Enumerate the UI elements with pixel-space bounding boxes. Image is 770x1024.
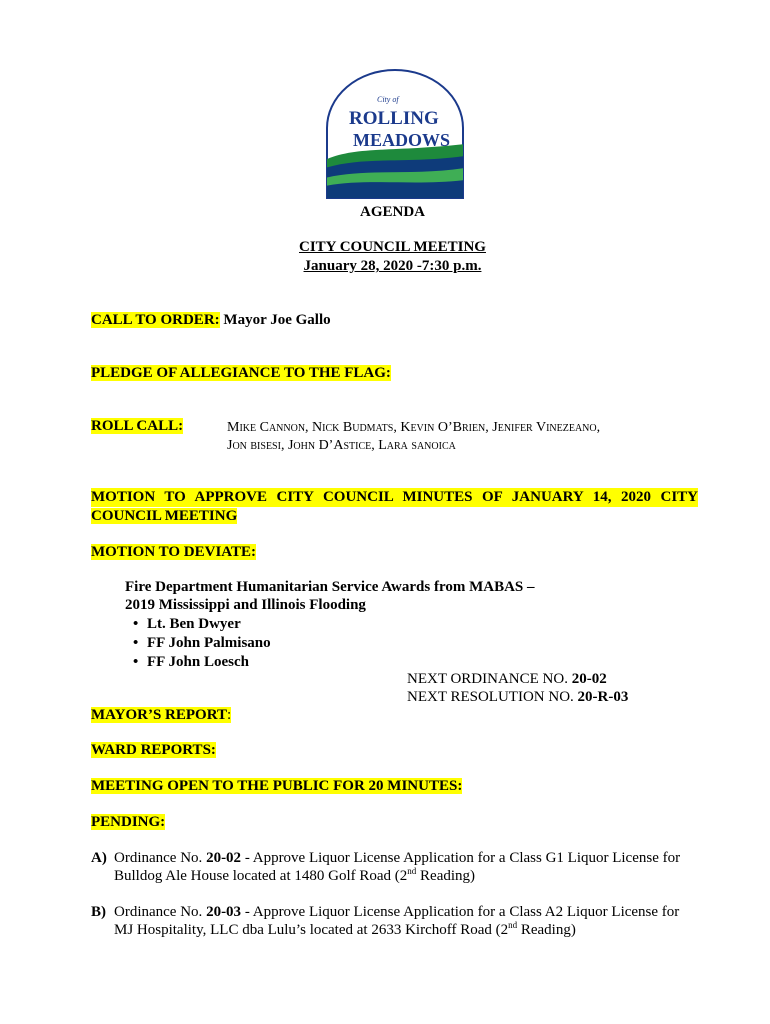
ward-reports [91,741,216,760]
item-text: MJ Hospitality, LLC dba Lulu’s located at 2633 Kirchoff Road (2 [114,922,509,938]
honoree-name: FF John Loesch [147,654,249,670]
item-letter: B) [91,904,106,920]
item-text: Bulldog Ale House located at 1480 Golf Road (2 [114,868,408,884]
item-number: 20-02 [206,850,242,866]
item-prefix: Ordinance No. [114,904,207,920]
list-item [133,615,271,634]
list-item [133,634,271,653]
pending-item-b-line1 [114,903,679,922]
mayors-report-colon: : [227,707,232,723]
pledge-label: PLEDGE OF ALLEGIANCE TO THE FLAG: [91,365,391,381]
pending-item-a [91,849,107,868]
roll-call-names-2: Jon bisesi, John D’Astice, Lara sanoica [227,438,456,453]
svg-text:ROLLING: ROLLING [349,108,439,129]
ward-reports-label: WARD REPORTS: [91,742,216,758]
mayors-report [91,706,231,725]
next-resolution-label: NEXT RESOLUTION NO. [407,689,578,705]
public-comment-label: MEETING OPEN TO THE PUBLIC FOR 20 MINUTES: [91,778,463,794]
bullet-icon: • [133,616,139,632]
mayors-report-label: MAYOR’S REPORT [91,707,228,723]
next-ordinance-label: NEXT ORDINANCE NO. [407,671,572,687]
pending-label: PENDING: [91,814,166,830]
next-resolution-value: 20-R-03 [577,689,629,705]
meeting-title: CITY COUNCIL MEETING [299,239,486,255]
roll-call-label-text: ROLL CALL: [91,418,184,434]
bullet-icon: • [133,635,139,651]
item-text: Reading) [517,922,576,938]
rolling-meadows-seal-icon [325,68,465,200]
motion-minutes-line1 [91,488,698,507]
honoree-name: FF John Palmisano [147,635,271,651]
item-letter: A) [91,850,107,866]
pending-item-b [91,903,106,922]
next-ordinance [407,670,607,689]
motion-deviate-label: MOTION TO DEVIATE: [91,544,257,560]
agenda-heading: AGENDA [359,204,425,220]
pledge-item [91,364,391,383]
call-to-order-value: Mayor Joe Gallo [223,312,331,328]
roll-call-label [91,417,183,436]
next-ordinance-value: 20-02 [571,671,607,687]
city-logo [325,68,465,200]
motion-deviate [91,543,256,562]
item-sup: nd [407,866,417,876]
awards-line2: 2019 Mississippi and Illinois Flooding [125,597,366,613]
next-resolution [407,688,628,707]
bullet-icon: • [133,654,139,670]
call-to-order-label: CALL TO ORDER: [91,312,220,328]
honoree-name: Lt. Ben Dwyer [147,616,241,632]
motion-minutes-text2: COUNCIL MEETING [91,508,238,524]
list-item [133,653,271,672]
public-comment [91,777,462,796]
awards-line1: Fire Department Humanitarian Service Awards from MABAS – [125,579,535,595]
motion-minutes-text1: MOTION TO APPROVE CITY COUNCIL MINUTES OF JANUARY 14, 2020 CITY [91,489,698,505]
meeting-date: January 28, 2020 -7:30 p.m. [303,258,482,274]
item-prefix: Ordinance No. [114,850,207,866]
svg-text:MEADOWS: MEADOWS [353,130,451,150]
pending-item-b-line2 [114,921,576,940]
item-text: - Approve Liquor License Application for a Class A2 Liquor License for [241,904,680,920]
honorees-list [133,615,271,672]
item-text: Reading) [416,868,476,884]
motion-minutes-line2 [91,507,237,526]
pending-item-a-line1 [114,849,680,868]
call-to-order [91,311,331,330]
item-text: - Approve Liquor License Application for a Class G1 Liquor License for [241,850,681,866]
pending-heading [91,813,165,832]
item-sup: nd [508,920,518,930]
svg-text:City of: City of [377,95,399,104]
pending-item-a-line2 [114,867,475,886]
roll-call-names-1: Mike Cannon, Nick Budmats, Kevin O’Brien, Jenifer Vinezeano, [227,420,601,435]
item-number: 20-03 [206,904,242,920]
